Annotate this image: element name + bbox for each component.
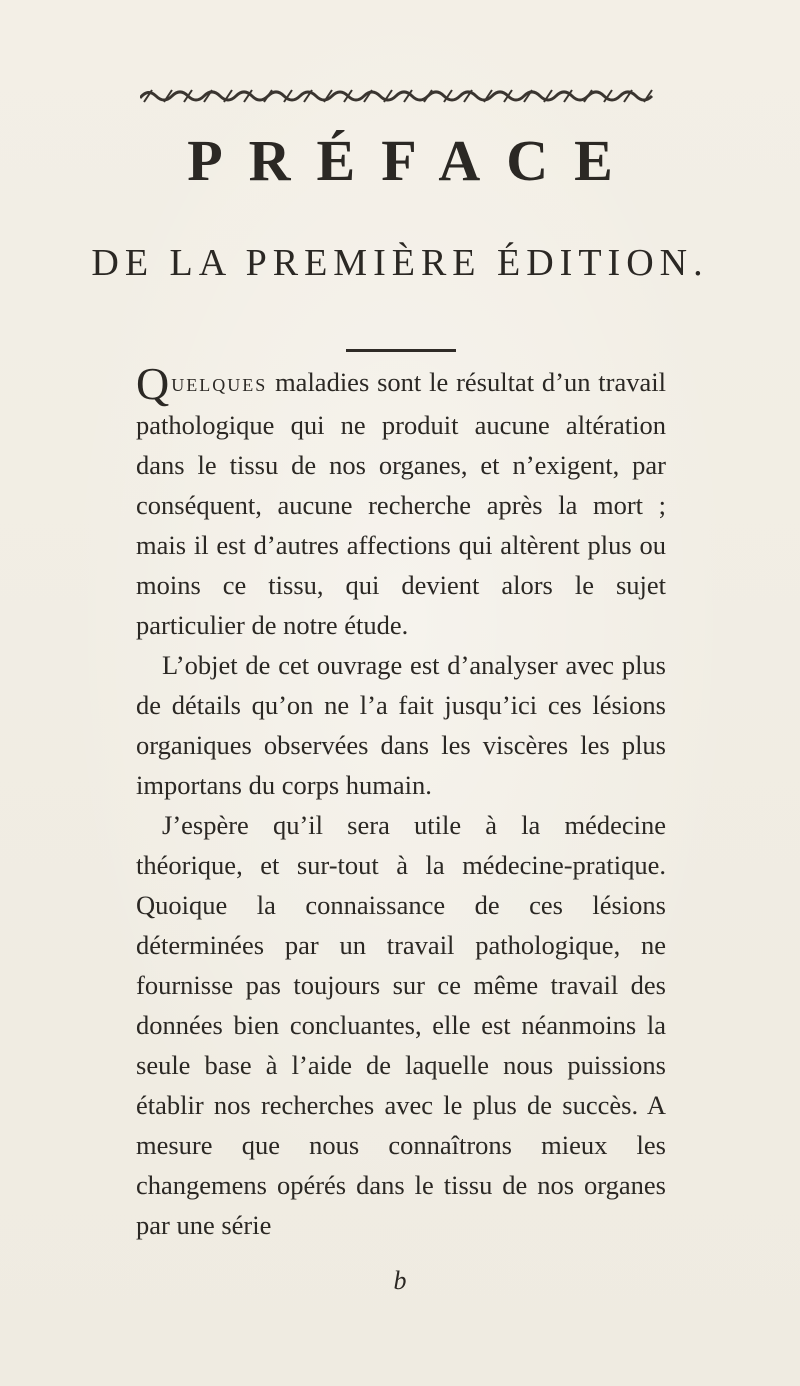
signature-mark: b [393, 1266, 407, 1295]
paragraph-3: J’espère qu’il sera utile à la médecine théorique, et sur-tout à la médecine-pratique. Quoique la connaissance de ces lésions déterminées par un travail pathologique, ne fournisse pas toujours sur ce même travail des données bien concluantes, elle est néanmoins la seule base à l’aide de laquelle nous puissions établir nos recherches avec le plus de succès. A mesure que nous connaîtrons mieux les changemens opérés dans le tissu de nos organes par une série [136, 810, 666, 1240]
paragraph-2: L’objet de cet ouvrage est d’analyser avec plus de détails qu’on ne l’a fait jusqu’ici ces lésions organiques observées dans les viscères les plus importans du corps humain. [136, 650, 666, 800]
drop-cap: Q [136, 358, 170, 409]
page-title: PRÉFACE [187, 128, 639, 193]
first-word-smallcaps: UELQUES [171, 375, 268, 395]
divider-rule [346, 349, 456, 352]
page-subtitle: DE LA PREMIÈRE ÉDITION. [91, 242, 709, 284]
body-text [136, 358, 666, 1245]
paragraph-1-text: maladies sont le résultat d’un travail pathologique qui ne produit aucune altération dans le tissu de nos organes, et n’exigent, par conséquent, aucune recherche après la mort ; mais il est d’autres affections qui altèrent plus ou moins ce tissu, qui devient alors le sujet particulier de notre étude. [136, 367, 666, 640]
ornament-band [140, 84, 660, 106]
paragraph-1 [136, 358, 666, 645]
